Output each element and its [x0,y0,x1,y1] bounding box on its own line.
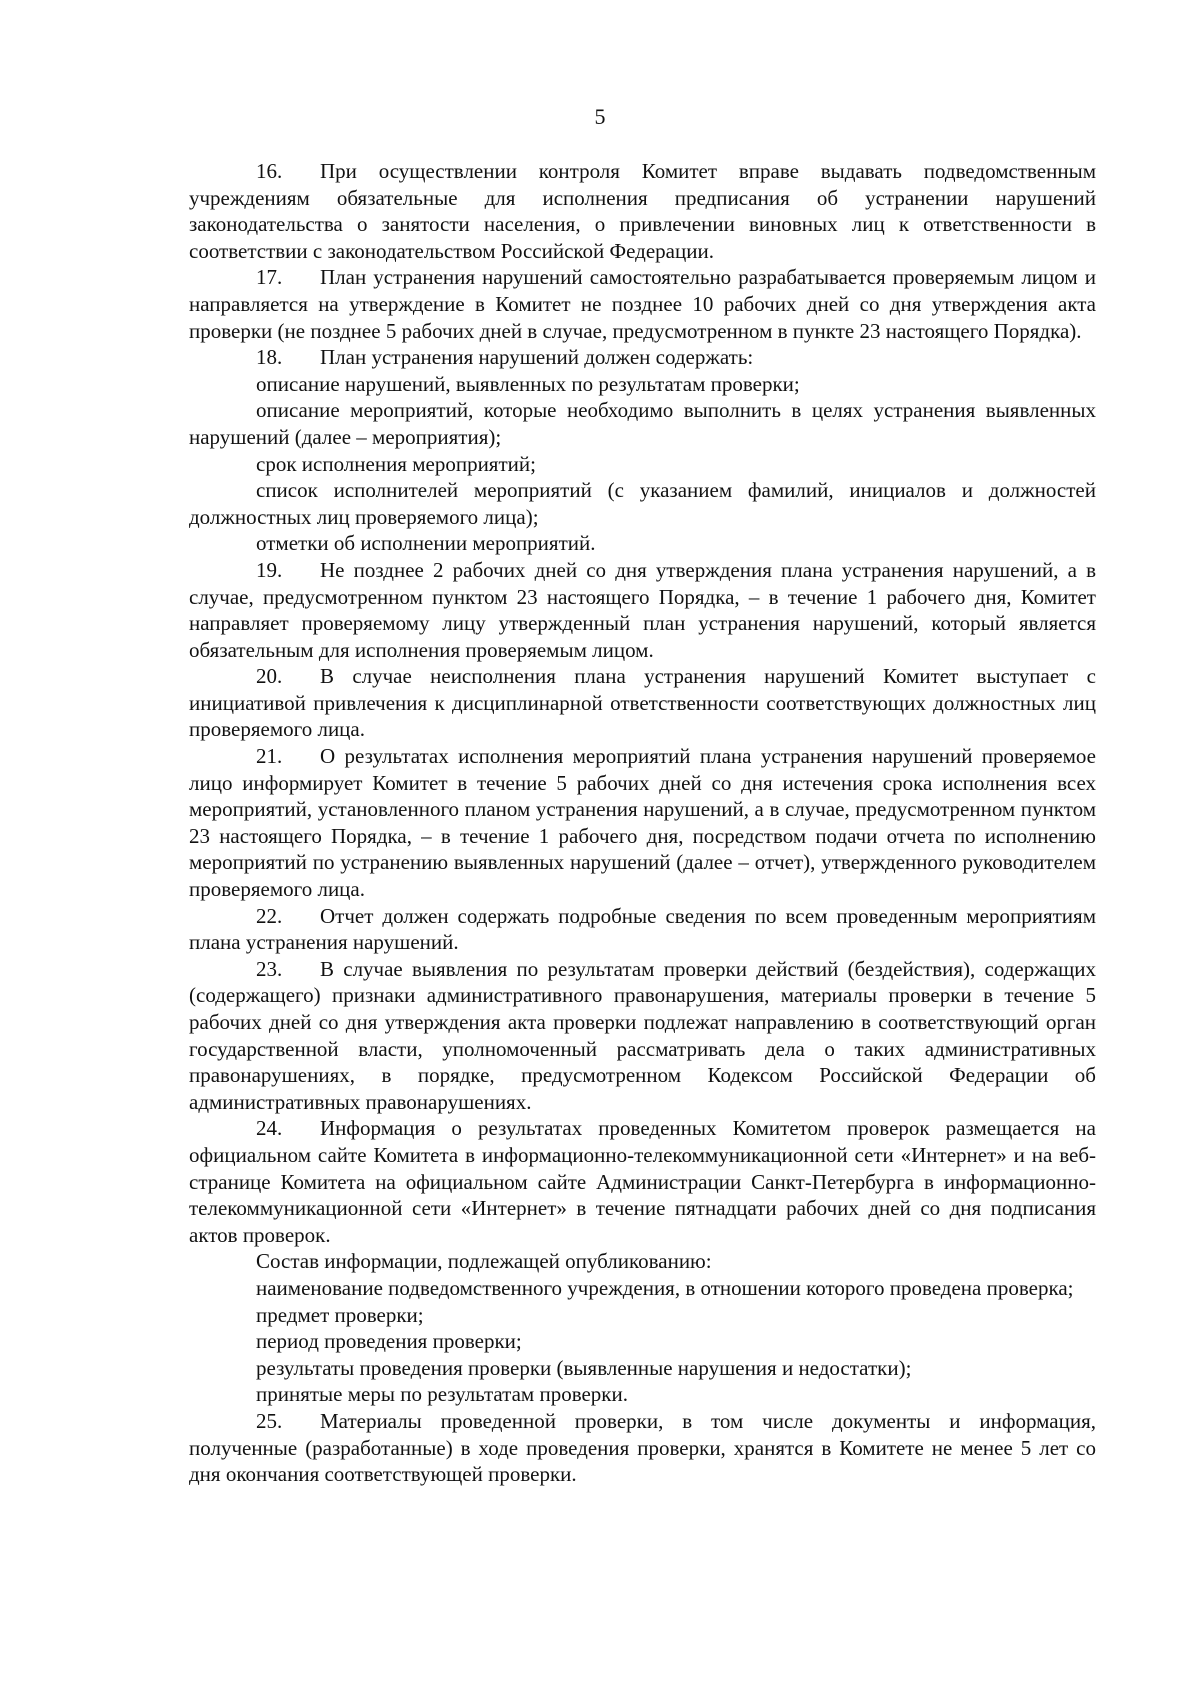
document-body [189,158,1096,1488]
list-paragraph [189,1381,1096,1408]
paragraph-number: 20. [256,664,283,689]
paragraph-number: 17. [256,265,283,290]
paragraph-text: Информация о результатах проведенных Комитетом проверок размещается на официальном сайте Комитета в информационно-телекоммуникационной сети «Интернет» и на веб-странице Комитета на официальном сайте Администрации Санкт-Петербурга в информационно-телекоммуникационной сети «Интернет» в течение пятнадцати рабочих дней со дня подписания актов проверок. [189,1116,1096,1247]
numbered-paragraph [189,264,1096,344]
paragraph-text: результаты проведения проверки (выявленные нарушения и недостатки); [256,1355,912,1380]
paragraph-text: наименование подведомственного учреждения, в отношении которого проведена проверка; [256,1275,1074,1300]
list-paragraph [189,1275,1096,1302]
numbered-paragraph [189,1115,1096,1248]
numbered-paragraph [189,1408,1096,1488]
list-paragraph [189,1248,1096,1275]
list-paragraph [189,1355,1096,1382]
paragraph-text: период проведения проверки; [256,1329,522,1354]
paragraph-text: список исполнителей мероприятий (с указанием фамилий, инициалов и должностей должностных лиц проверяемого лица); [189,478,1096,529]
paragraph-number: 16. [256,159,283,183]
list-paragraph [189,477,1096,530]
paragraph-number: 19. [256,557,283,582]
list-paragraph [189,530,1096,557]
page-number: 5 [594,104,606,129]
paragraph-text: срок исполнения мероприятий; [256,451,536,476]
paragraph-text: Состав информации, подлежащей опубликованию: [256,1249,712,1274]
paragraph-text: План устранения нарушений должен содержать: [320,345,754,370]
list-paragraph [189,1302,1096,1329]
list-paragraph [189,371,1096,398]
paragraph-number: 24. [256,1116,283,1141]
paragraph-text: предмет проверки; [256,1302,424,1327]
numbered-paragraph [189,158,1096,264]
paragraph-text: описание мероприятий, которые необходимо выполнить в целях устранения выявленных нарушений (далее – мероприятия); [189,398,1096,449]
numbered-paragraph [189,663,1096,743]
paragraph-text: В случае неисполнения плана устранения нарушений Комитет выступает с инициативой привлечения к дисциплинарной ответственности соответствующих должностных лиц проверяемого лица. [189,664,1096,742]
paragraph-number: 25. [256,1408,283,1433]
paragraph-number: 18. [256,345,283,370]
numbered-paragraph [189,743,1096,903]
paragraph-text: принятые меры по результатам проверки. [256,1382,629,1407]
list-paragraph [189,451,1096,478]
paragraph-number: 22. [256,903,283,928]
paragraph-text: описание нарушений, выявленных по результатам проверки; [256,371,800,396]
numbered-paragraph [189,956,1096,1116]
paragraph-text: При осуществлении контроля Комитет вправе выдавать подведомственным учреждениям обязательные для исполнения предписания об устранении нарушений законодательства о занятости населения, о привлечении виновных лиц к ответственности в соответствии с законодательством Российской Федерации. [189,159,1096,263]
numbered-paragraph [189,344,1096,371]
paragraph-text: О результатах исполнения мероприятий плана устранения нарушений проверяемое лицо информирует Комитет в течение 5 рабочих дней со дня истечения срока исполнения всех мероприятий, установленного планом устранения нарушений, а в случае, предусмотренном пунктом 23 настоящего Порядка, – в течение 1 рабочего дня, посредством подачи отчета по исполнению мероприятий по устранению выявленных нарушений (далее – отчет), утвержденного руководителем проверяемого лица. [189,744,1096,902]
paragraph-number: 23. [256,956,283,981]
paragraph-text: Не позднее 2 рабочих дней со дня утверждения плана устранения нарушений, а в случае, предусмотренном пунктом 23 настоящего Порядка, – в течение 1 рабочего дня, Комитет направляет проверяемому лицу утвержденный план устранения нарушений, который является обязательным для исполнения проверяемым лицом. [189,557,1096,662]
list-paragraph [189,397,1096,450]
numbered-paragraph [189,903,1096,956]
paragraph-text: Материалы проведенной проверки, в том числе документы и информация, полученные (разработанные) в ходе проведения проверки, хранятся в Комитете не менее 5 лет со дня окончания соответствующей проверки. [189,1408,1096,1487]
numbered-paragraph [189,557,1096,663]
paragraph-number: 21. [256,744,283,769]
paragraph-text: Отчет должен содержать подробные сведения по всем проведенным мероприятиям плана устранения нарушений. [189,903,1096,955]
paragraph-text: В случае выявления по результатам проверки действий (бездействия), содержащих (содержащего) признаки административного правонарушения, материалы проверки в течение 5 рабочих дней со дня утверждения акта проверки подлежат направлению в соответствующий орган государственной власти, уполномоченный рассматривать дела о таких административных правонарушениях, в порядке, предусмотренном Кодексом Российской Федерации об административных правонарушениях. [189,956,1096,1114]
list-paragraph [189,1328,1096,1355]
paragraph-text: План устранения нарушений самостоятельно разрабатывается проверяемым лицом и направляется на утверждение в Комитет не позднее 10 рабочих дней со дня утверждения акта проверки (не позднее 5 рабочих дней в случае, предусмотренном в пункте 23 настоящего Порядка). [189,265,1096,343]
paragraph-text: отметки об исполнении мероприятий. [256,531,596,556]
